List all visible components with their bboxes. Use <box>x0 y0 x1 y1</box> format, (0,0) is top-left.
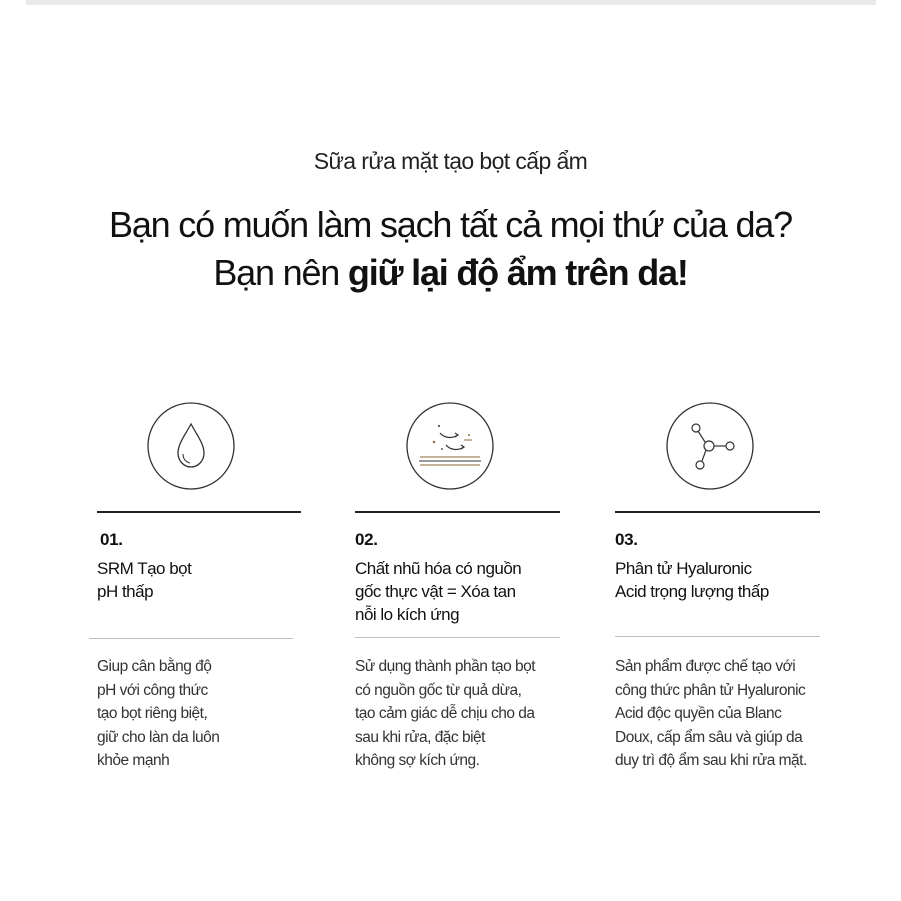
desc-line: công thức phân tử Hyaluronic <box>615 681 806 699</box>
desc-line: tạo cảm giác dễ chịu cho da <box>355 705 535 723</box>
feature-number: 02. <box>355 530 378 549</box>
headline-plain: Bạn nên <box>213 252 348 293</box>
feature-title-line: nỗi lo kích ứng <box>355 605 460 624</box>
desc-line: Sử dụng thành phần tạo bọt <box>355 658 536 675</box>
feature-title-line: pH thấp <box>97 582 154 601</box>
feature-description <box>615 655 807 773</box>
feature-title-line: Chất nhũ hóa có nguồn <box>355 559 522 578</box>
headline-bold: giữ lại độ ẩm trên da! <box>347 252 688 293</box>
desc-line: Sản phẩm được chế tạo với <box>615 658 796 675</box>
desc-line: Giup cân bằng độ <box>97 658 212 675</box>
feature-description <box>355 655 535 773</box>
feature-title-line: SRM Tạo bọt <box>97 559 192 578</box>
headline-line-1: Bạn có muốn làm sạch tất cả mọi thứ của da? <box>109 204 792 245</box>
desc-line: duy trì độ ẩm sau khi rửa mặt. <box>615 752 807 770</box>
molecule-icon <box>666 402 754 490</box>
headline-line-2 <box>0 249 901 297</box>
desc-line: sau khi rửa, đặc biệt <box>355 728 485 746</box>
feature-thin-divider <box>615 636 820 637</box>
feature-title <box>355 557 521 626</box>
feature-title <box>97 557 191 603</box>
desc-line: không sợ kích ứng. <box>355 752 480 770</box>
water-drop-icon <box>147 402 235 490</box>
feature-divider <box>355 511 560 513</box>
feature-thin-divider <box>355 637 560 638</box>
feature-number: 03. <box>615 530 638 549</box>
desc-line: tạo bọt riêng biệt, <box>97 705 208 723</box>
feature-description <box>97 655 219 773</box>
feature-title-line: gốc thực vật = Xóa tan <box>355 582 516 601</box>
headline <box>0 201 901 297</box>
feature-title-line: Acid trọng lượng thấp <box>615 582 769 601</box>
desc-line: giữ cho làn da luôn <box>97 728 220 746</box>
desc-line: pH với công thức <box>97 681 208 699</box>
desc-line: có nguồn gốc từ quả dừa, <box>355 681 522 699</box>
product-subtitle: Sữa rửa mặt tạo bọt cấp ẩm <box>313 148 588 174</box>
desc-line: Acid độc quyền của Blanc <box>615 705 782 723</box>
feature-number: 01. <box>100 530 123 549</box>
feature-title-line: Phân tử Hyaluronic <box>615 559 752 578</box>
feature-thin-divider <box>89 638 293 639</box>
desc-line: Doux, cấp ẩm sâu và giúp da <box>615 728 803 746</box>
feature-title <box>615 557 769 603</box>
feature-divider <box>97 511 301 513</box>
emulsion-icon <box>406 402 494 490</box>
desc-line: khỏe mạnh <box>97 752 170 770</box>
feature-divider <box>615 511 820 513</box>
top-divider-bar <box>26 0 876 5</box>
